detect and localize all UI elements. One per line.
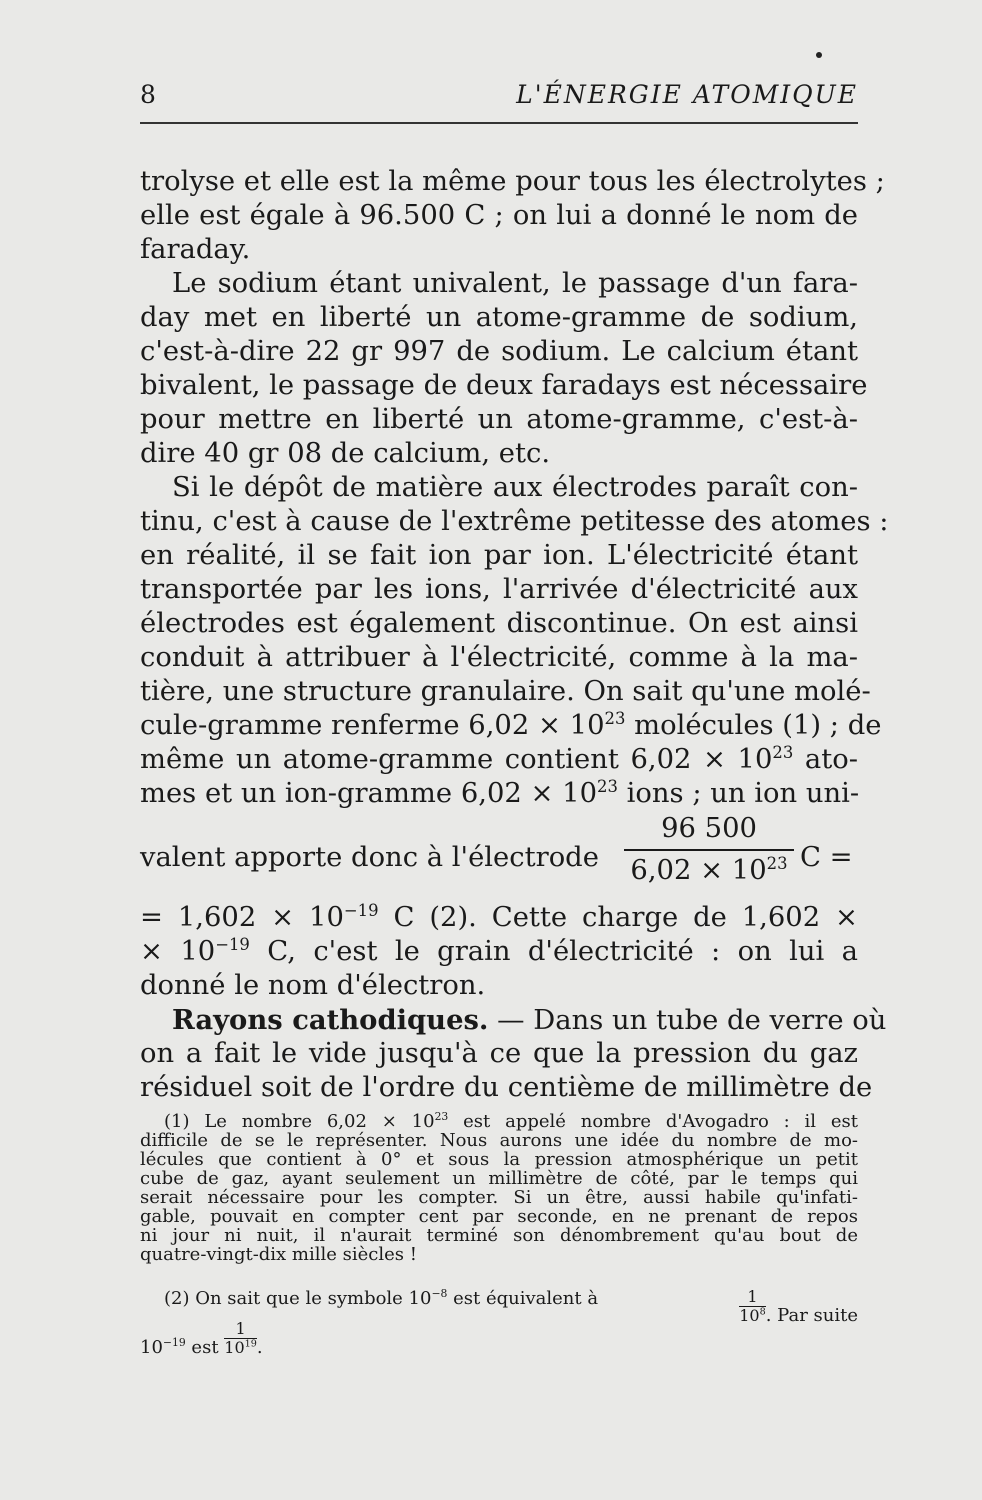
text-line-avogadro-2: même un atome-gramme contient $6,02 \times 10^{23}$ ato- xyxy=(140,742,858,775)
footnote-1-line: gable, pouvait en compter cent par seconde, en ne prenant de repos xyxy=(140,1206,858,1227)
text-line: résiduel soit de l'ordre du centième de millimètre de xyxy=(140,1072,873,1103)
ink-dot xyxy=(816,52,822,58)
footnote-fraction: $\frac{1}{10^8}$ xyxy=(739,1287,766,1325)
text-line: day met en liberté un atome-gramme de sodium, xyxy=(140,302,858,333)
section-heading: Rayons cathodiques. xyxy=(172,1004,489,1036)
text-line: on a fait le vide jusqu'à ce que la pression du gaz xyxy=(140,1038,858,1069)
text-line: faraday. xyxy=(140,234,251,265)
footnote-2-text: (2) On sait que le symbole $10^{-8}$ est équivalent à xyxy=(164,1287,599,1309)
text-line: donné le nom d'électron. xyxy=(140,970,486,1001)
text-line: bivalent, le passage de deux faradays est nécessaire xyxy=(140,370,868,401)
footnote-1-line: serait nécessaire pour les compter. Si un être, aussi habile qu'infati- xyxy=(140,1187,858,1208)
text-line-avogadro-3: mes et un ion-gramme $6,02 \times 10^{23}$ ions ; un ion uni- xyxy=(140,776,860,809)
text-line: trolyse et elle est la même pour tous les électrolytes ; xyxy=(140,166,885,197)
text-line: transportée par les ions, l'arrivée d'électricité aux xyxy=(140,574,858,605)
running-title: L'ÉNERGIE ATOMIQUE xyxy=(516,80,858,109)
text-line: Si le dépôt de matière aux électrodes paraît con- xyxy=(172,472,858,503)
footnote-1-line: difficile de se le représenter. Nous aurons une idée du nombre de mo- xyxy=(140,1130,858,1151)
section-heading-line: Rayons cathodiques. — Dans un tube de verre où xyxy=(172,1004,887,1036)
text-line: conduit à attribuer à l'électricité, comme à la ma- xyxy=(140,642,858,673)
body-text xyxy=(140,165,889,1105)
text-line: pour mettre en liberté un atome-gramme, c'est-à- xyxy=(140,404,858,435)
text-line: tière, une structure granulaire. On sait qu'une molé- xyxy=(140,676,871,707)
fraction-denominator: $6,02 \times 10^{23}$ xyxy=(630,853,788,886)
text-line: en réalité, il se fait ion par ion. L'électricité étant xyxy=(140,540,858,571)
footnotes xyxy=(140,1112,858,1358)
fraction-bar xyxy=(624,849,794,851)
footnote-1-line: ni jour ni nuit, il n'aurait terminé son dénombrement qu'au bout de xyxy=(140,1225,858,1246)
text-line: Le sodium étant univalent, le passage d'un fara- xyxy=(172,268,858,299)
text-line: c'est-à-dire 22 gr 997 de sodium. Le calcium étant xyxy=(140,336,858,367)
electron-charge-formula xyxy=(140,811,858,901)
text-line-charge-2: × $10^{-19}$ C, c'est le grain d'électricité : on lui a xyxy=(140,934,858,967)
text-line: dire 40 gr 08 de calcium, etc. xyxy=(140,438,551,469)
footnote-2-line-2: $10^{-19}$ est $\frac{1}{10^{19}}$ . xyxy=(140,1319,263,1358)
running-head xyxy=(140,80,858,114)
formula-lead: valent apporte donc à l'électrode xyxy=(140,842,599,873)
text-line: tinu, c'est à cause de l'extrême petitesse des atomes : xyxy=(140,506,889,537)
text-line-avogadro-1: cule-gramme renferme $6,02 \times 10^{23}$ molécules (1) ; de xyxy=(140,708,882,741)
footnote-1-line: cube de gaz, ayant seulement un millimètre de côté, par le temps qui xyxy=(140,1168,858,1189)
fraction xyxy=(624,811,794,889)
header-rule xyxy=(140,122,858,124)
fraction-numerator: 96 500 xyxy=(661,813,757,844)
page-number: 8 xyxy=(140,80,156,109)
text-line-charge-1: = $1,602 \times 10^{-19}$ C (2). Cette charge de 1,602 × xyxy=(140,900,858,933)
footnote-1-line: lécules que contient à 0° et sous la pression atmosphérique un petit xyxy=(140,1149,858,1170)
footnote-1-line: (1) Le nombre $6,02 \times 10^{23}$ est appelé nombre d'Avogadro : il est xyxy=(164,1110,858,1132)
footnote-fraction: $\frac{1}{10^{19}}$ xyxy=(224,1319,257,1357)
footnote-2 xyxy=(140,1274,858,1358)
footnote-1-line: quatre-vingt-dix mille siècles ! xyxy=(140,1244,417,1265)
footnote-2-text-end: $\frac{1}{10^8}$ . Par suite xyxy=(739,1287,858,1326)
text-line: électrodes est également discontinue. On est ainsi xyxy=(140,608,858,639)
formula-tail: C = xyxy=(800,842,853,873)
text-line: elle est égale à 96.500 C ; on lui a donné le nom de xyxy=(140,200,858,231)
